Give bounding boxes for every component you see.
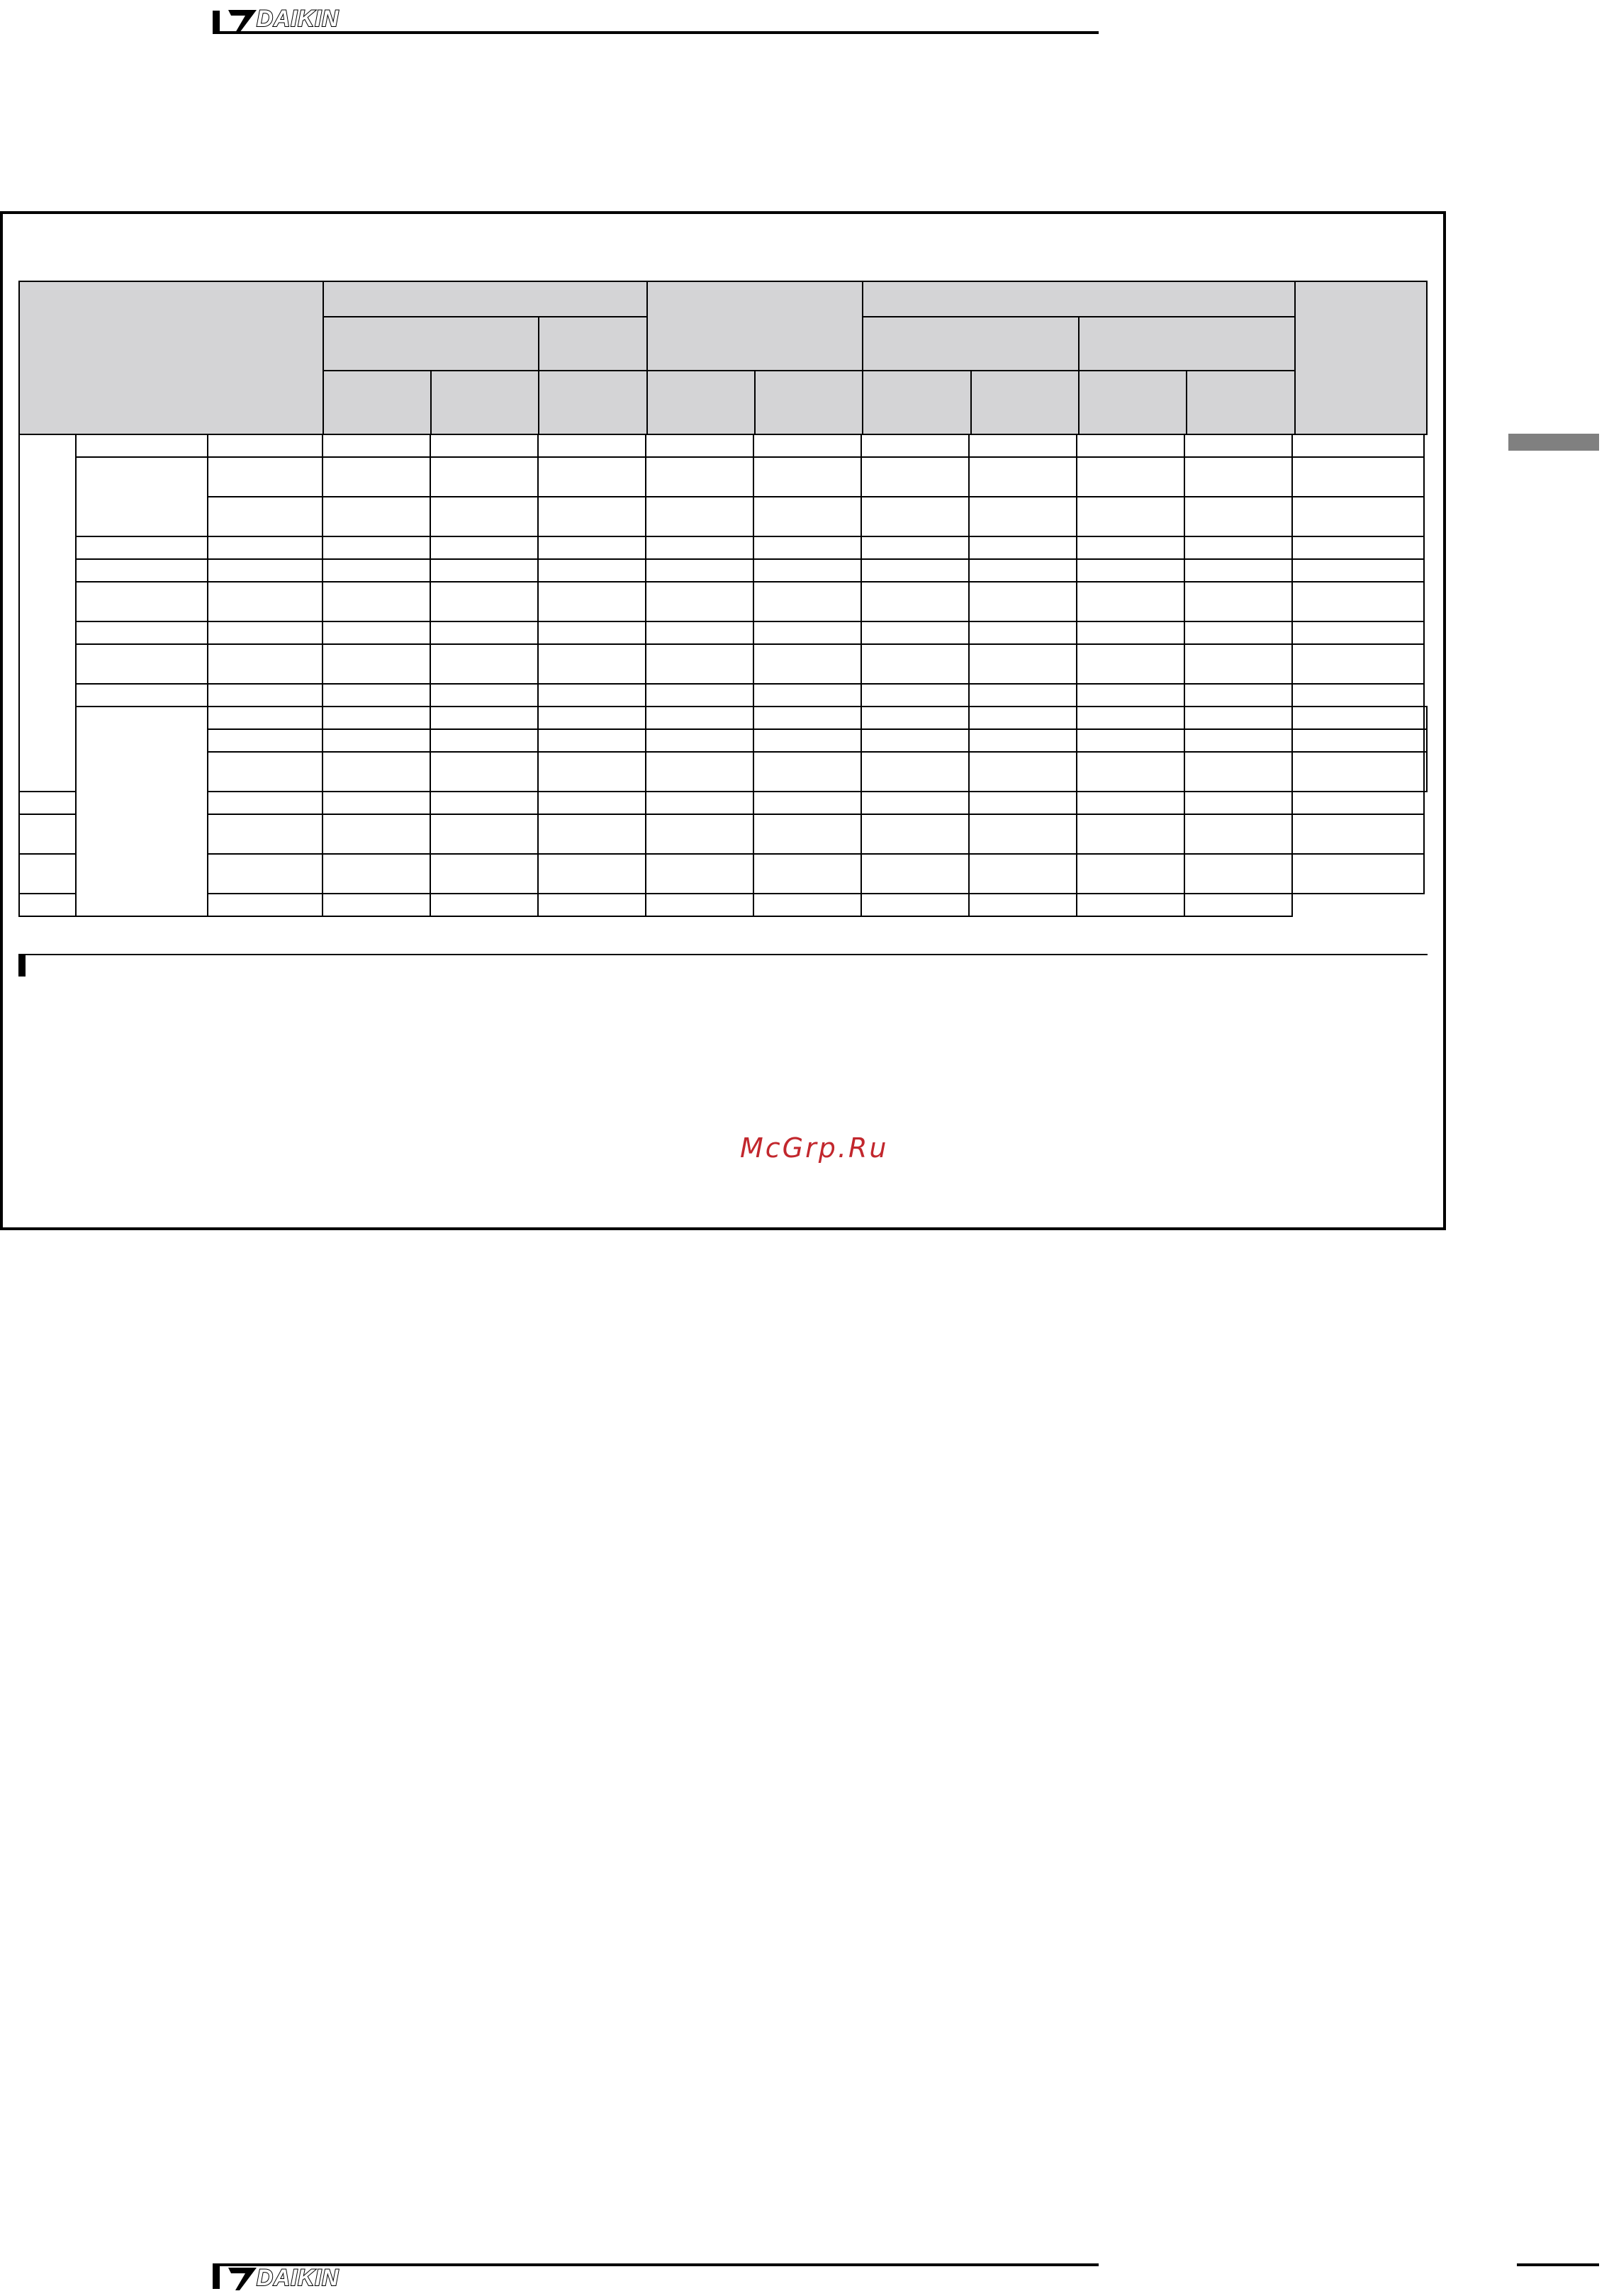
table-cell	[538, 894, 646, 916]
header-bar-marker	[213, 11, 220, 33]
table-cell	[323, 854, 430, 894]
table-cell	[323, 559, 430, 582]
table-cell	[76, 559, 208, 582]
table-cell	[1077, 814, 1184, 854]
table-cell	[208, 854, 323, 894]
daikin-logo-icon	[228, 10, 257, 33]
table-cell	[753, 707, 861, 729]
table-cell	[430, 582, 538, 621]
table-cell	[1077, 457, 1184, 497]
table-cell	[430, 792, 538, 814]
table-cell	[538, 582, 646, 621]
table-cell	[208, 457, 323, 497]
table-cell	[538, 457, 646, 497]
table-cell	[208, 707, 323, 729]
table-cell	[861, 457, 969, 497]
table-cell	[538, 792, 646, 814]
table-cell	[861, 792, 969, 814]
table-cell	[861, 752, 969, 792]
table-cell	[323, 752, 430, 792]
table-cell	[861, 814, 969, 854]
table-cell	[861, 707, 969, 729]
table-cell	[19, 894, 208, 916]
table-cell	[969, 752, 1077, 792]
table-cell	[1184, 707, 1292, 729]
table-cell	[19, 854, 76, 894]
group-cell	[19, 434, 76, 792]
header-cell	[323, 317, 539, 371]
table-cell	[753, 729, 861, 752]
table-cell	[1292, 457, 1424, 497]
table-cell	[208, 814, 323, 854]
watermark-text: McGrp.Ru	[740, 1132, 889, 1164]
table-cell	[753, 752, 861, 792]
table-cell	[538, 854, 646, 894]
table-cell	[1424, 729, 1427, 752]
table-cell	[538, 684, 646, 707]
table-cell	[1184, 854, 1292, 894]
table-cell	[430, 621, 538, 644]
table-cell	[646, 752, 753, 792]
table-cell	[538, 707, 646, 729]
table-cell	[1184, 894, 1292, 916]
table-cell	[430, 644, 538, 684]
table-cell	[1184, 814, 1292, 854]
table-cell	[969, 434, 1077, 457]
table-cell	[969, 457, 1077, 497]
table-cell	[646, 644, 753, 684]
header-cell	[1079, 317, 1295, 371]
table-cell	[646, 729, 753, 752]
table-cell	[1077, 536, 1184, 559]
table-cell	[969, 644, 1077, 684]
table-cell	[76, 582, 208, 621]
table-cell	[1184, 457, 1292, 497]
header-brand: DAIKIN	[257, 6, 340, 31]
table-cell	[76, 684, 208, 707]
table-cell	[861, 729, 969, 752]
section-tab	[1508, 434, 1599, 451]
table-cell	[538, 621, 646, 644]
table-cell	[323, 729, 430, 752]
table-cell	[430, 729, 538, 752]
header-cell	[539, 371, 646, 434]
table-cell	[1077, 752, 1184, 792]
table-cell	[76, 457, 208, 536]
table-cell	[430, 457, 538, 497]
table-cell	[430, 854, 538, 894]
table-cell	[1424, 707, 1427, 729]
table-cell	[646, 457, 753, 497]
table-cell	[646, 582, 753, 621]
header-cell	[323, 281, 647, 317]
table-cell	[646, 434, 753, 457]
table-cell	[753, 457, 861, 497]
header-cell	[1295, 281, 1427, 434]
table-cell	[646, 621, 753, 644]
page-number-rule	[1517, 2263, 1599, 2266]
spec-table-header	[18, 281, 1428, 435]
header-cell	[863, 281, 1294, 317]
table-cell	[538, 729, 646, 752]
table-cell	[208, 894, 323, 916]
table-cell	[208, 434, 323, 457]
table-cell	[430, 707, 538, 729]
table-cell	[753, 644, 861, 684]
table-cell	[1184, 644, 1292, 684]
table-cell	[19, 792, 76, 814]
table-cell	[969, 792, 1077, 814]
table-cell	[861, 536, 969, 559]
table-cell	[1077, 434, 1184, 457]
table-cell	[969, 559, 1077, 582]
table-cell	[430, 894, 538, 916]
table-cell	[861, 644, 969, 684]
table-cell	[1077, 792, 1184, 814]
table-cell	[430, 497, 538, 536]
table-cell	[323, 814, 430, 854]
table-cell	[323, 792, 430, 814]
table-cell	[753, 621, 861, 644]
daikin-logo-icon	[228, 2268, 257, 2290]
table-cell	[969, 707, 1077, 729]
table-cell	[969, 684, 1077, 707]
table-cell	[1184, 582, 1292, 621]
table-cell	[646, 684, 753, 707]
table-cell	[208, 559, 323, 582]
table-cell	[1292, 854, 1424, 894]
table-cell	[646, 497, 753, 536]
table-cell	[1184, 792, 1292, 814]
table-cell	[861, 559, 969, 582]
table-cell	[1292, 707, 1424, 729]
note-marker	[18, 954, 26, 977]
table-cell	[323, 684, 430, 707]
table-cell	[1292, 582, 1424, 621]
table-cell	[1292, 559, 1424, 582]
footer-bar-marker	[213, 2266, 220, 2289]
table-cell	[753, 792, 861, 814]
header-cell	[431, 371, 539, 434]
table-cell	[208, 684, 323, 707]
header-cell	[647, 281, 863, 371]
table-cell	[861, 854, 969, 894]
table-cell	[538, 644, 646, 684]
table-cell	[1077, 684, 1184, 707]
table-cell	[430, 814, 538, 854]
table-cell	[1292, 536, 1424, 559]
table-cell	[646, 854, 753, 894]
table-cell	[646, 894, 753, 916]
table-cell	[753, 559, 861, 582]
table-cell	[1077, 894, 1184, 916]
table-cell	[430, 536, 538, 559]
table-cell	[323, 536, 430, 559]
table-cell	[208, 729, 323, 752]
table-cell	[76, 621, 208, 644]
table-cell	[323, 621, 430, 644]
table-cell	[538, 559, 646, 582]
table-cell	[861, 582, 969, 621]
table-cell	[1077, 621, 1184, 644]
header-cell	[1187, 371, 1294, 434]
table-cell	[1184, 752, 1292, 792]
table-cell	[1292, 792, 1424, 814]
table-cell	[19, 814, 76, 854]
table-cell	[1292, 729, 1424, 752]
table-cell	[76, 536, 208, 559]
table-cell	[208, 792, 323, 814]
header-rule	[213, 31, 1099, 34]
table-cell	[969, 854, 1077, 894]
table-cell	[1184, 559, 1292, 582]
table-cell	[1184, 684, 1292, 707]
table-cell	[969, 814, 1077, 854]
table-cell	[1184, 497, 1292, 536]
table-cell	[430, 684, 538, 707]
table-cell	[208, 644, 323, 684]
header-cell	[19, 281, 323, 434]
table-cell	[208, 497, 323, 536]
table-cell	[1077, 854, 1184, 894]
table-cell	[753, 497, 861, 536]
table-cell	[1077, 729, 1184, 752]
table-cell	[430, 434, 538, 457]
table-cell	[1292, 497, 1424, 536]
table-cell	[1184, 621, 1292, 644]
group-cell	[76, 707, 208, 916]
table-cell	[861, 621, 969, 644]
table-cell	[753, 814, 861, 854]
spec-table-body	[18, 434, 1428, 917]
table-cell	[1184, 536, 1292, 559]
table-cell	[861, 894, 969, 916]
table-cell	[1077, 644, 1184, 684]
table-cell	[753, 536, 861, 559]
table-cell	[323, 457, 430, 497]
footer-brand: DAIKIN	[257, 2265, 340, 2290]
table-cell	[1077, 559, 1184, 582]
table-cell	[538, 434, 646, 457]
header-cell	[1079, 371, 1187, 434]
table-cell	[646, 559, 753, 582]
table-cell	[1077, 497, 1184, 536]
note-rule	[18, 954, 1428, 955]
table-cell	[646, 707, 753, 729]
table-cell	[538, 497, 646, 536]
table-cell	[208, 582, 323, 621]
header-cell	[647, 371, 755, 434]
table-cell	[323, 582, 430, 621]
table-cell	[323, 707, 430, 729]
header-cell	[863, 371, 970, 434]
table-cell	[969, 729, 1077, 752]
header-cell	[971, 371, 1079, 434]
table-cell	[1077, 707, 1184, 729]
table-cell	[430, 752, 538, 792]
header-cell	[323, 371, 431, 434]
table-cell	[1292, 621, 1424, 644]
table-cell	[861, 684, 969, 707]
table-cell	[969, 497, 1077, 536]
table-cell	[323, 894, 430, 916]
table-cell	[1077, 582, 1184, 621]
table-cell	[861, 497, 969, 536]
table-cell	[1292, 814, 1424, 854]
table-cell	[1292, 752, 1424, 792]
table-cell	[1424, 752, 1427, 792]
table-cell	[753, 894, 861, 916]
table-cell	[969, 536, 1077, 559]
table-cell	[208, 621, 323, 644]
table-cell	[1292, 434, 1424, 457]
table-cell	[646, 792, 753, 814]
table-cell	[208, 536, 323, 559]
footer-rule	[213, 2263, 1099, 2266]
table-cell	[538, 752, 646, 792]
table-cell	[1292, 684, 1424, 707]
table-cell	[1292, 644, 1424, 684]
table-cell	[323, 497, 430, 536]
table-cell	[969, 582, 1077, 621]
header-cell	[863, 317, 1079, 371]
table-cell	[969, 621, 1077, 644]
table-cell	[861, 434, 969, 457]
table-cell	[1184, 729, 1292, 752]
table-cell	[646, 536, 753, 559]
header-cell	[755, 371, 863, 434]
table-cell	[753, 854, 861, 894]
table-cell	[538, 814, 646, 854]
header-cell	[539, 317, 646, 371]
table-cell	[646, 814, 753, 854]
table-cell	[208, 752, 323, 792]
table-cell	[969, 894, 1077, 916]
table-cell	[538, 536, 646, 559]
table-cell	[753, 582, 861, 621]
table-cell	[753, 684, 861, 707]
table-cell	[323, 644, 430, 684]
table-cell	[76, 434, 208, 457]
table-cell	[1184, 434, 1292, 457]
table-cell	[430, 559, 538, 582]
table-cell	[753, 434, 861, 457]
table-cell	[323, 434, 430, 457]
table-cell	[76, 644, 208, 684]
